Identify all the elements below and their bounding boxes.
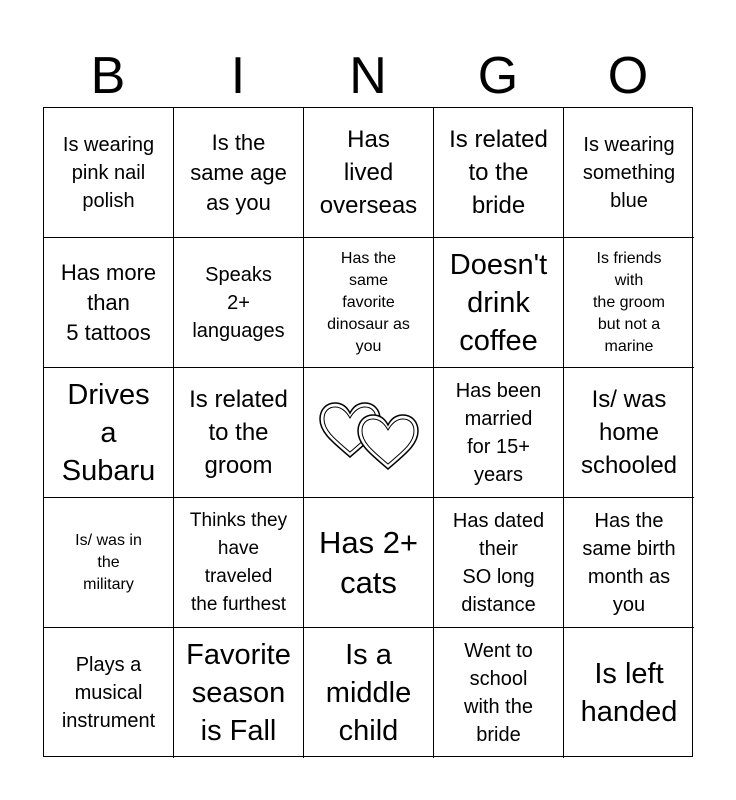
cell-line: the furthest [190,593,287,615]
bingo-cell[interactable] [44,628,174,758]
cell-line: than [87,289,130,315]
two-hearts-icon [314,391,424,475]
bingo-header [43,44,693,108]
cell-line: Is friends [596,249,662,267]
cell-line: the groom [592,293,666,311]
cell-line: 5 tattoos [66,319,151,345]
bingo-cell[interactable] [174,238,304,368]
cell-line: Is/ was in [75,531,142,549]
cell-line: bride [471,192,526,219]
cell-line: for 15+ [467,435,530,458]
cell-line: coffee [459,324,538,357]
cell-line: Is wearing [62,133,155,156]
cell-line: Thinks they [189,509,288,531]
bingo-cell[interactable] [564,368,694,498]
cell-line: distance [461,593,536,616]
bingo-cell[interactable] [174,498,304,628]
bingo-cell[interactable] [564,238,694,368]
cell-line: Is left [594,658,664,690]
cell-line: Is wearing [583,133,675,156]
cell-line: Speaks [205,263,272,286]
cell-line: musical [74,682,143,704]
cell-line: Went to [464,640,533,662]
bingo-cell[interactable] [304,108,434,238]
cell-line: as you [206,189,271,215]
bingo-cell[interactable] [44,108,174,238]
cell-line: blue [610,189,648,212]
cell-line: Is/ was [591,386,667,413]
bingo-grid [43,107,693,757]
bingo-cell[interactable] [304,238,434,368]
cell-line: groom [204,452,273,479]
cell-line: Is related [449,126,548,153]
bingo-cell[interactable] [174,628,304,758]
bingo-cell[interactable] [174,368,304,498]
bingo-cell[interactable] [174,108,304,238]
cell-line: Has the [594,509,664,532]
cell-line: marine [604,337,654,355]
cell-line: Has the [340,249,397,267]
cell-line: lived [343,159,394,186]
cell-line: same birth [582,537,676,560]
cell-line: Favorite [186,639,291,671]
cell-line: pink nail [71,161,146,184]
cell-line: overseas [319,192,418,219]
bingo-cell[interactable] [434,498,564,628]
cell-line: Has dated [452,509,545,532]
cell-line: Is a [345,639,392,671]
cell-line: you [355,337,382,355]
bingo-cell[interactable] [564,628,694,758]
cell-line: have [217,537,260,559]
free-space-cell[interactable] [304,368,434,498]
cell-line: Drives [67,378,150,411]
cell-line: Has more [60,259,157,285]
bingo-cell[interactable] [434,238,564,368]
cell-line: middle [325,677,412,709]
cell-line: married [464,407,533,430]
cell-line: Has 2+ [318,524,419,560]
cell-line: traveled [204,565,273,587]
bingo-cell[interactable] [44,238,174,368]
cell-line: military [83,575,134,593]
cell-line: 2+ [227,291,250,314]
bingo-cell[interactable] [564,498,694,628]
cell-line: dinosaur as [327,315,410,333]
bingo-cell[interactable] [44,498,174,628]
cell-line: Has [347,126,390,153]
cell-line: years [474,463,523,486]
bingo-cell[interactable] [304,628,434,758]
cell-line: SO long [462,565,535,588]
bingo-cell[interactable] [304,498,434,628]
cell-line: favorite [342,293,395,311]
cell-line: Is related [189,386,288,413]
cell-line: cats [340,564,397,600]
cell-line: home [598,419,660,446]
cell-line: you [612,593,646,616]
cell-line: to the [468,159,529,186]
bingo-cell[interactable] [434,628,564,758]
cell-line: with [614,271,644,289]
cell-line: but not a [597,315,661,333]
header-letter-o: O [607,47,649,105]
cell-line: instrument [61,710,156,732]
cell-line: Subaru [61,454,156,487]
cell-line: their [479,537,518,560]
cell-line: handed [580,696,678,728]
cell-line: child [338,715,399,747]
cell-line: bride [476,724,521,746]
cell-line: to the [208,419,269,446]
cell-line: Plays a [75,654,142,676]
cell-line: languages [192,319,285,342]
cell-line: Has been [455,379,542,402]
bingo-cell[interactable] [434,108,564,238]
cell-line: season [191,677,286,709]
bingo-cell[interactable] [44,368,174,498]
cell-line: schooled [580,452,678,479]
cell-line: month as [587,565,671,588]
cell-line: with the [464,696,533,718]
cell-line: drink [467,286,530,319]
cell-line: Doesn't [449,248,548,281]
cell-line: the [97,553,120,571]
cell-line: a [100,416,117,449]
bingo-cell[interactable] [564,108,694,238]
cell-line: something [582,161,676,184]
header-letter-g: G [477,47,519,105]
cell-line: is Fall [200,715,277,747]
header-letter-b: B [90,47,126,105]
cell-line: same [348,271,389,289]
cell-line: Is the [211,129,266,155]
bingo-cell[interactable] [434,368,564,498]
header-letter-n: N [349,47,387,105]
cell-line: same age [190,159,287,185]
cell-line: polish [82,189,135,212]
cell-line: school [469,668,528,690]
header-letter-i: I [230,47,246,105]
